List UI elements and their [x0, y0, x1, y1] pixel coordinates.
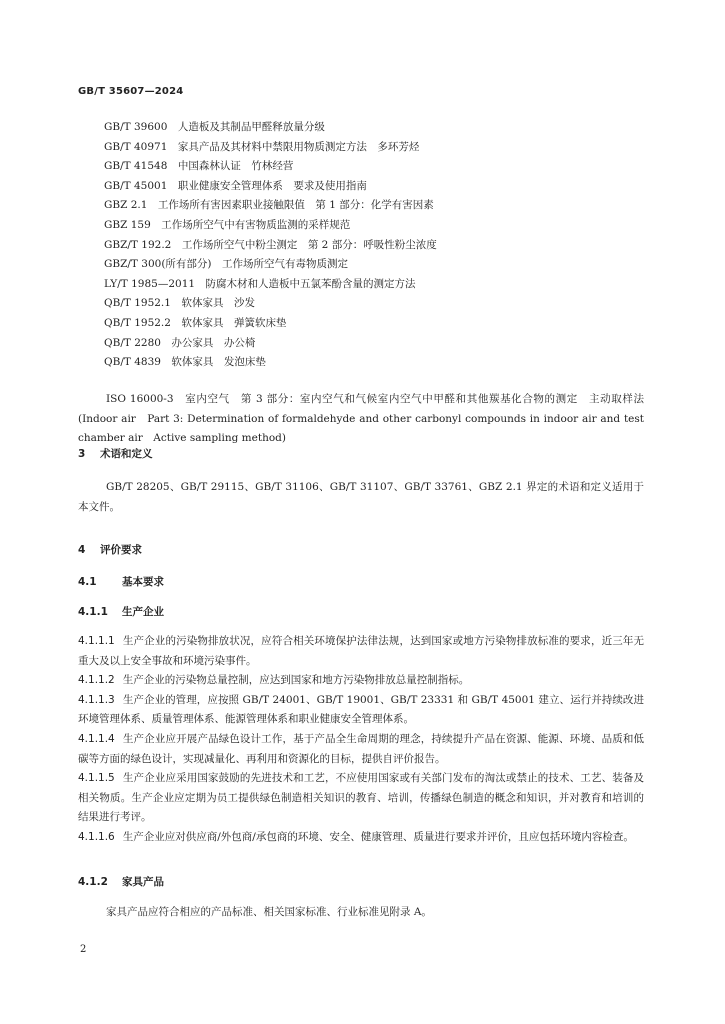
reference-item: QB/T 1952.1 软体家具 沙发: [104, 297, 255, 310]
section-number: 4.1.1: [78, 606, 108, 618]
section-number: 4.1: [78, 576, 97, 588]
section-title: 基本要求: [122, 576, 164, 588]
standard-number-header: GB/T 35607—2024: [78, 86, 184, 97]
section-title: 评价要求: [100, 544, 142, 556]
clause-number: 4.1.1.5: [78, 772, 115, 785]
clause-4-1-1-1: [78, 632, 644, 671]
reference-item: QB/T 1952.2 软体家具 弹簧软床垫: [104, 316, 287, 329]
clause-text: 生产企业应采用国家鼓励的先进技术和工艺，不应使用国家或有关部门发布的淘汰或禁止的技术、工艺、装备及相关物质。生产企业应定期为员工提供绿色制造相关知识的教育、培训，传播绿色制造的概念和知识，并对教育和培训的结果进行考评。: [78, 772, 644, 824]
section-4-1-2-heading: [78, 874, 164, 889]
section-number: 4.1.2: [78, 876, 108, 888]
reference-item: QB/T 4839 软体家具 发泡床垫: [104, 356, 266, 369]
reference-item: GBZ 159 工作场所空气中有害物质监测的采样规范: [104, 218, 351, 231]
reference-item: GBZ/T 300(所有部分) 工作场所空气有毒物质测定: [104, 258, 349, 271]
clause-4-1-1-2: [78, 671, 644, 691]
clause-number: 4.1.1.3: [78, 693, 115, 706]
clause-text: 生产企业应开展产品绿色设计工作，基于产品全生命周期的理念，持续提升产品在资源、能源、环境、品质和低碳等方面的绿色设计，实现减量化、再利用和资源化的目标，提供自评价报告。: [78, 732, 644, 765]
clause-text: 生产企业的管理，应按照 GB/T 24001、GB/T 19001、GB/T 23331 和 GB/T 45001 建立、运行并持续改进环境管理体系、质量管理体系、能源管理体系和职业健康安全管理体系。: [78, 693, 644, 726]
section-number: 4: [78, 544, 86, 556]
section-title: 术语和定义: [100, 448, 153, 460]
reference-item: QB/T 2280 办公家具 办公椅: [104, 336, 256, 349]
reference-item: GB/T 40971 家具产品及其材料中禁限用物质测定方法 多环芳烃: [104, 140, 420, 153]
reference-item: GB/T 39600 人造板及其制品甲醛释放量分级: [104, 121, 325, 133]
clause-text: 生产企业的污染物总量控制，应达到国家和地方污染物排放总量控制指标。: [122, 674, 470, 687]
clause-4-1-1-6: [78, 828, 644, 848]
clause-number: 4.1.1.1: [78, 635, 115, 647]
clause-4-1-1-5: [78, 769, 644, 828]
section-4-1-1-heading: [78, 604, 164, 619]
clauses-block: [78, 632, 644, 848]
section-3-heading: [78, 446, 153, 461]
section-3-paragraph: GB/T 28205、GB/T 29115、GB/T 31106、GB/T 31107、GB/T 33761、GBZ 2.1 界定的术语和定义适用于本文件。: [78, 481, 644, 513]
clause-4-1-1-4: [78, 730, 644, 769]
section-4-1-heading: [78, 574, 164, 589]
clause-4-1-1-3: [78, 691, 644, 730]
reference-item: GB/T 41548 中国森林认证 竹林经营: [104, 160, 294, 173]
reference-item: GBZ 2.1 工作场所有害因素职业接触限值 第 1 部分：化学有害因素: [104, 199, 434, 212]
page-number: 2: [80, 944, 87, 955]
section-title: 生产企业: [122, 606, 164, 618]
reference-item: GBZ/T 192.2 工作场所空气中粉尘测定 第 2 部分：呼吸性粉尘浓度: [104, 238, 437, 251]
clause-number: 4.1.1.2: [78, 674, 115, 687]
section-title: 家具产品: [122, 876, 164, 888]
clause-number: 4.1.1.4: [78, 732, 115, 745]
section-4-1-2-paragraph: 家具产品应符合相应的产品标准、相关国家标准、行业标准见附录 A。: [106, 906, 432, 918]
normative-reference-list: [104, 118, 644, 373]
clause-text: 生产企业应对供应商/外包商/承包商的环境、安全、健康管理、质量进行要求并评价，且应包括环境内容检查。: [122, 830, 634, 843]
section-4-heading: [78, 542, 142, 557]
clause-text: 生产企业的污染物排放状况，应符合相关环境保护法律法规，达到国家或地方污染物排放标准的要求，近三年无重大及以上安全事故和环境污染事件。: [78, 635, 644, 667]
reference-item: GB/T 45001 职业健康安全管理体系 要求及使用指南: [104, 179, 367, 192]
reference-item-iso: ISO 16000-3 室内空气 第 3 部分：室内空气和气候室内空气中甲醛和其他羰基化合物的测定 主动取样法(Indoor air Part 3: Determination of formaldehyde and other carbonyl compounds in indoor air and test chamber air Active sampling method): [78, 393, 644, 445]
section-number: 3: [78, 448, 86, 460]
reference-item: LY/T 1985—2011 防腐木材和人造板中五氯苯酚含量的测定方法: [104, 277, 416, 290]
clause-number: 4.1.1.6: [78, 830, 115, 843]
